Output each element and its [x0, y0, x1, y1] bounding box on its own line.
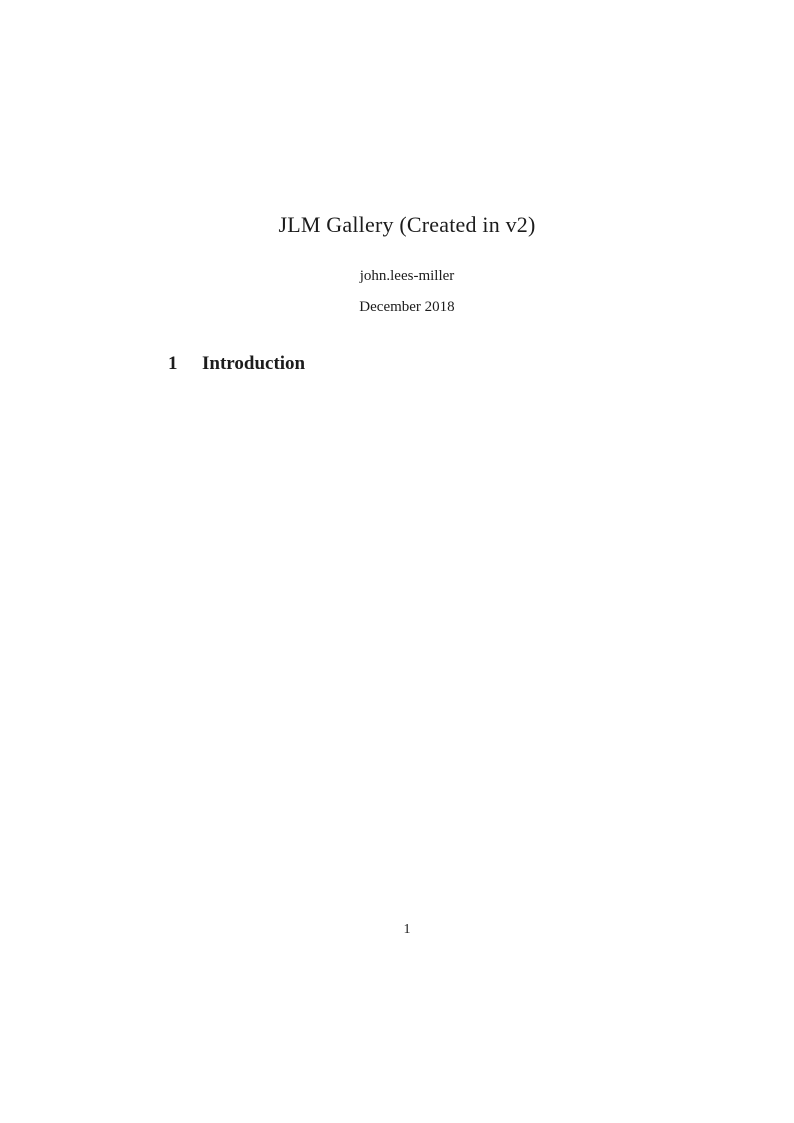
section-number: 1	[168, 353, 178, 374]
section-heading	[168, 353, 646, 376]
section-title: Introduction	[202, 353, 306, 374]
page-number: 1	[403, 922, 411, 937]
document-author: john.lees-miller	[359, 268, 455, 284]
document-title: JLM Gallery (Created in v2)	[278, 212, 536, 237]
document-date: December 2018	[359, 299, 455, 315]
